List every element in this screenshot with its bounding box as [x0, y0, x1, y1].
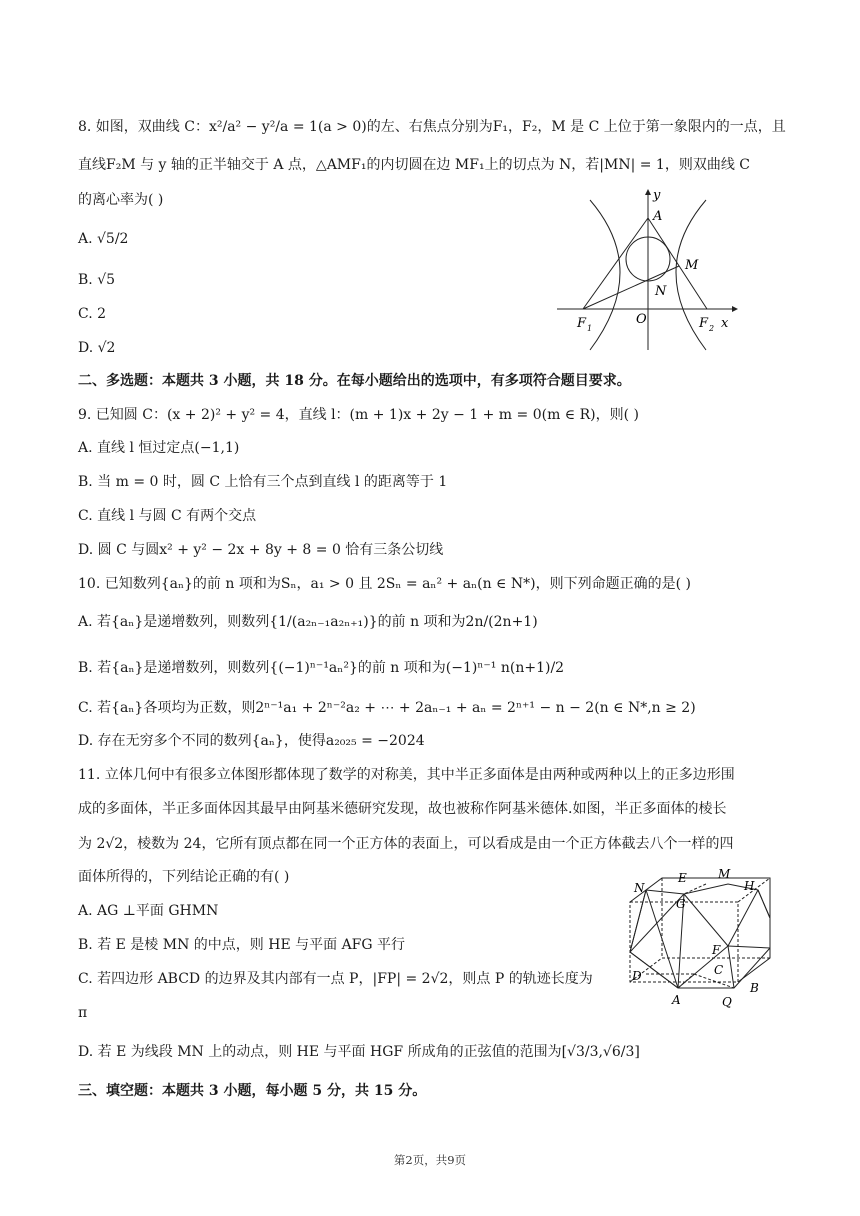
- text-line-q8-a: A. √5/2: [78, 231, 129, 247]
- svg-text:1: 1: [587, 324, 593, 333]
- label-F2: F: [699, 316, 709, 331]
- text-line-q11-l2: 成的多面体，半正多面体因其最早由阿基米德研究发现，故也被称作阿基米德体.如图，半正多面体的棱长: [78, 801, 727, 817]
- label-N: N: [634, 881, 645, 895]
- label-M: M: [685, 258, 699, 273]
- text-line-q8-l3: 的离心率为( ): [78, 192, 164, 208]
- text-line-q8-c: C. 2: [78, 306, 107, 322]
- label-G: G: [676, 897, 686, 911]
- label-F: F: [712, 943, 721, 957]
- label-H: H: [744, 879, 755, 893]
- label-C: C: [714, 963, 724, 977]
- text-line-q11-l3: 为 2√2，棱数为 24，它所有顶点都在同一个正方体的表面上，可以看成是由一个正方体截去八个一样的四: [78, 836, 734, 852]
- label-Q: Q: [722, 995, 732, 1009]
- polyhedron-figure: [622, 862, 787, 1012]
- label-x: x: [721, 316, 729, 331]
- label-N: N: [655, 284, 667, 299]
- text-line-q8-l2: 直线F₂M 与 y 轴的正半轴交于 A 点，△AMF₁的内切圆在边 MF₁上的切点为 N，若|MN| = 1，则双曲线 C: [78, 157, 750, 173]
- text-line-q8-l1: 8. 如图，双曲线 C：x²/a² − y²/a = 1(a > 0)的左、右焦点分别为F₁，F₂，M 是 C 上位于第一象限内的一点，且: [78, 119, 786, 135]
- text-line-q9-b: B. 当 m = 0 时，圆 C 上恰有三个点到直线 l 的距离等于 1: [78, 474, 448, 490]
- label-E: E: [678, 871, 687, 885]
- text-line-q8-b: B. √5: [78, 272, 116, 288]
- text-line-q11-d: D. 若 E 为线段 MN 上的动点，则 HE 与平面 HGF 所成角的正弦值的范围为[√3/3,√6/3]: [78, 1044, 640, 1060]
- page-footer: 第2页，共9页: [393, 1153, 467, 1167]
- text-line-q10: 10. 已知数列{aₙ}的前 n 项和为Sₙ，a₁ > 0 且 2Sₙ = aₙ² + aₙ(n ∈ N*)，则下列命题正确的是( ): [78, 576, 691, 592]
- text-line-q11-a: A. AG ⊥平面 GHMN: [78, 903, 219, 919]
- text-line-sec3: 三、填空题：本题共 3 小题，每小题 5 分，共 15 分。: [78, 1083, 427, 1099]
- text-line-q10-d: D. 存在无穷多个不同的数列{aₙ}，使得a₂₀₂₅ = −2024: [78, 733, 425, 749]
- text-line-q11-c2: π: [78, 1005, 88, 1021]
- label-y: y: [653, 188, 661, 203]
- label-B: B: [750, 981, 759, 995]
- label-A: A: [672, 993, 681, 1007]
- label-D: D: [632, 969, 642, 983]
- text-line-q11-l1: 11. 立体几何中有很多立体图形都体现了数学的对称美，其中半正多面体是由两种或两种以上的正多边形围: [78, 767, 735, 783]
- text-line-q9-c: C. 直线 l 与圆 C 有两个交点: [78, 508, 257, 524]
- label-F1: F: [577, 316, 587, 331]
- text-line-q10-c: C. 若{aₙ}各项均为正数，则2ⁿ⁻¹a₁ + 2ⁿ⁻²a₂ + ⋯ + 2aₙ₋₁ + aₙ = 2ⁿ⁺¹ − n − 2(n ∈ N*,n ≥ 2): [78, 700, 696, 716]
- hyperbola-figure: [555, 185, 750, 355]
- text-line-sec2: 二、多选题：本题共 3 小题，共 18 分。在每小题给出的选项中，有多项符合题目要求。: [78, 373, 631, 389]
- text-line-q10-a: A. 若{aₙ}是递增数列，则数列{1/(a₂ₙ₋₁a₂ₙ₊₁)}的前 n 项和为2n/(2n+1): [78, 614, 538, 630]
- text-line-q9-a: A. 直线 l 恒过定点(−1,1): [78, 440, 240, 456]
- label-A: A: [653, 209, 663, 224]
- label-M: M: [718, 867, 731, 881]
- text-line-q11-l4: 面体所得的，下列结论正确的有( ): [78, 869, 290, 885]
- text-line-q11-b: B. 若 E 是棱 MN 的中点，则 HE 与平面 AFG 平行: [78, 937, 406, 953]
- text-line-q9: 9. 已知圆 C：(x + 2)² + y² = 4，直线 l：(m + 1)x + 2y − 1 + m = 0(m ∈ R)，则( ): [78, 407, 639, 423]
- text-line-q9-d: D. 圆 C 与圆x² + y² − 2x + 8y + 8 = 0 恰有三条公切线: [78, 542, 444, 558]
- text-line-q8-d: D. √2: [78, 340, 116, 356]
- text-line-q10-b: B. 若{aₙ}是递增数列，则数列{(−1)ⁿ⁻¹aₙ²}的前 n 项和为(−1)ⁿ⁻¹ n(n+1)/2: [78, 660, 565, 676]
- svg-text:2: 2: [709, 324, 715, 333]
- text-line-q11-c1: C. 若四边形 ABCD 的边界及其内部有一点 P，|FP| = 2√2，则点 P 的轨迹长度为: [78, 971, 593, 987]
- left-branch: [590, 200, 620, 350]
- label-O: O: [636, 312, 647, 327]
